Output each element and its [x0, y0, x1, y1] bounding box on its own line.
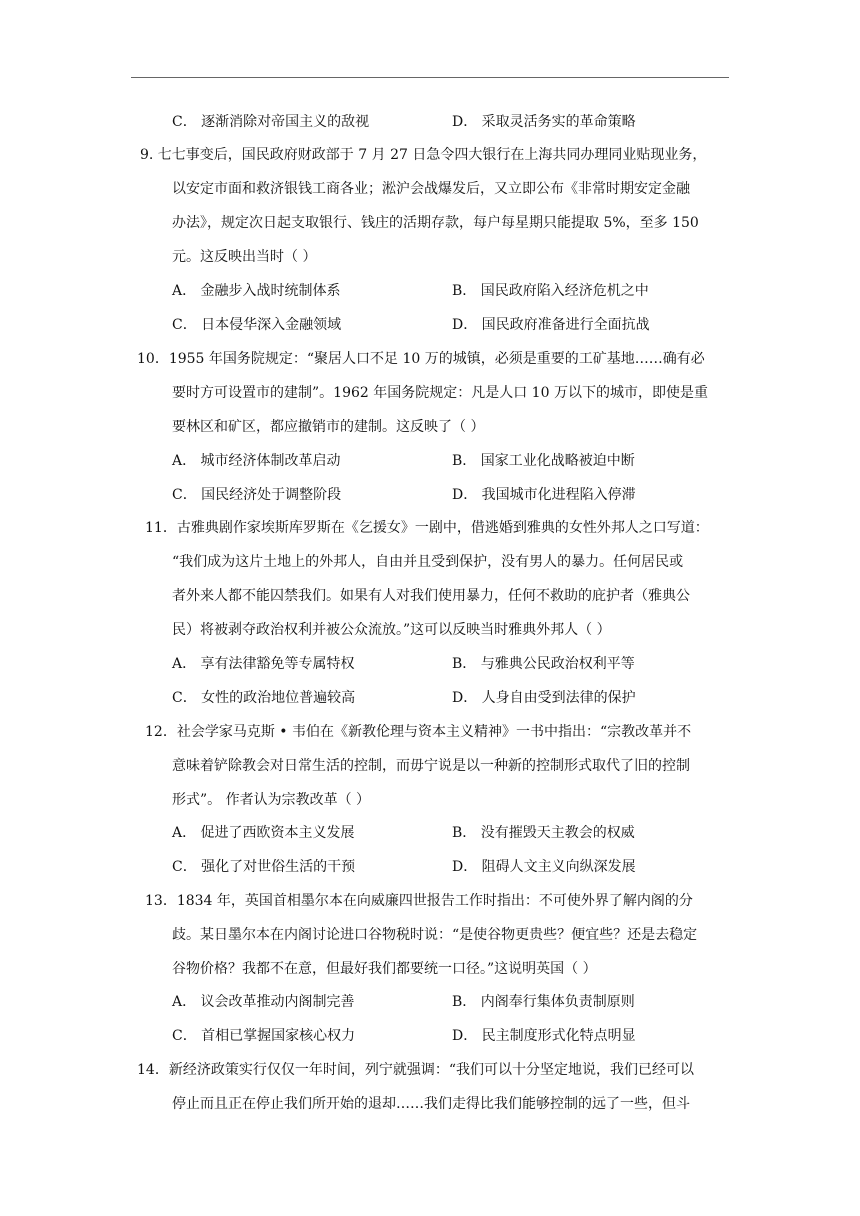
q9-option-c: C． 日本侵华深入金融领域: [172, 317, 342, 333]
q11-line-2: “我们成为这片土地上的外邦人，自由并且受到保护，没有男人的暴力。任何居民或: [172, 554, 684, 570]
q8-option-c: C． 逐渐消除对帝国主义的敌视: [172, 114, 370, 130]
q9-line-1: 9. 七七事变后，国民政府财政部于 7 月 27 日急令四大银行在上海共同办理同业贴现业务，: [140, 147, 707, 163]
q12-option-a: A． 促进了西欧资本主义发展: [172, 825, 355, 841]
q13-line-2: 歧。某日墨尔本在内阁讨论进口谷物税时说：“是使谷物更贵些？便宜些？还是去稳定: [172, 927, 698, 943]
q13-option-a: A． 议会改革推动内阁制完善: [172, 994, 355, 1010]
q10-line-2: 要时方可设置市的建制”。1962 年国务院规定：凡是人口 10 万以下的城市，即使是重: [172, 385, 708, 401]
q12-line-1: 12．社会学家马克斯 • 韦伯在《新教伦理与资本主义精神》一书中指出：“宗教改革并不: [145, 724, 692, 740]
q9-option-b: B． 国民政府陷入经济危机之中: [452, 283, 649, 299]
q13-option-c: C． 首相已掌握国家核心权力: [172, 1028, 356, 1044]
q10-line-1: 10．1955 年国务院规定：“聚居人口不足 10 万的城镇，必须是重要的工矿基地……确有必: [137, 351, 705, 367]
q12-line-3: 形式”。 作者认为宗教改革（ ）: [172, 792, 371, 808]
q12-option-d: D． 阻碍人文主义向纵深发展: [452, 859, 636, 875]
q9-option-a: A． 金融步入战时统制体系: [172, 283, 341, 299]
q11-line-1: 11．古雅典剧作家埃斯库罗斯在《乞援女》一剧中，借逃婚到雅典的女性外邦人之口写道：: [145, 520, 709, 536]
q9-option-d: D． 国民政府准备进行全面抗战: [452, 317, 650, 333]
header-rule: [131, 77, 729, 78]
q12-line-2: 意味着铲除教会对日常生活的控制，而毋宁说是以一种新的控制形式取代了旧的控制: [172, 758, 690, 774]
q8-option-d: D． 采取灵活务实的革命策略: [452, 114, 636, 130]
q13-line-1: 13．1834 年，英国首相墨尔本在向威廉四世报告工作时指出：不可使外界了解内阁的分: [145, 893, 693, 909]
q11-option-d: D． 人身自由受到法律的保护: [452, 690, 636, 706]
q12-option-c: C． 强化了对世俗生活的干预: [172, 859, 356, 875]
q9-line-2: 以安定市面和救济银钱工商各业；淞沪会战爆发后，又立即公布《非常时期安定金融: [172, 181, 690, 197]
q10-option-d: D． 我国城市化进程陷入停滞: [452, 487, 636, 503]
q11-line-4: 民）将被剥夺政治权利并被公众流放。”这可以反映当时雅典外邦人（ ）: [172, 622, 611, 638]
q14-line-2: 停止而且正在停止我们所开始的退却……我们走得比我们能够控制的远了一些，但斗: [172, 1096, 690, 1112]
q10-option-a: A． 城市经济体制改革启动: [172, 453, 341, 469]
q11-option-c: C． 女性的政治地位普遍较高: [172, 690, 356, 706]
q9-line-3: 办法》，规定次日起支取银行、钱庄的活期存款，每户每星期只能提取 5%，至多 150: [172, 215, 699, 231]
q11-line-3: 者外来人都不能囚禁我们。如果有人对我们使用暴力，任何不救助的庇护者（雅典公: [172, 588, 690, 604]
q9-line-4: 元。这反映出当时（ ）: [172, 249, 317, 265]
q10-option-c: C． 国民经济处于调整阶段: [172, 487, 342, 503]
q12-option-b: B． 没有摧毁天主教会的权威: [452, 825, 635, 841]
q14-line-1: 14．新经济政策实行仅仅一年时间，列宁就强调：“我们可以十分坚定地说，我们已经可以: [137, 1062, 694, 1078]
q13-option-d: D． 民主制度形式化特点明显: [452, 1028, 636, 1044]
q10-option-b: B． 国家工业化战略被迫中断: [452, 453, 635, 469]
q13-option-b: B． 内阁奉行集体负责制原则: [452, 994, 635, 1010]
q11-option-a: A． 享有法律豁免等专属特权: [172, 656, 355, 672]
q13-line-3: 谷物价格？我都不在意，但最好我们都要统一口径。”这说明英国（ ）: [172, 961, 597, 977]
q11-option-b: B． 与雅典公民政治权利平等: [452, 656, 635, 672]
q10-line-3: 要林区和矿区，都应撤销市的建制。这反映了（ ）: [172, 419, 485, 435]
